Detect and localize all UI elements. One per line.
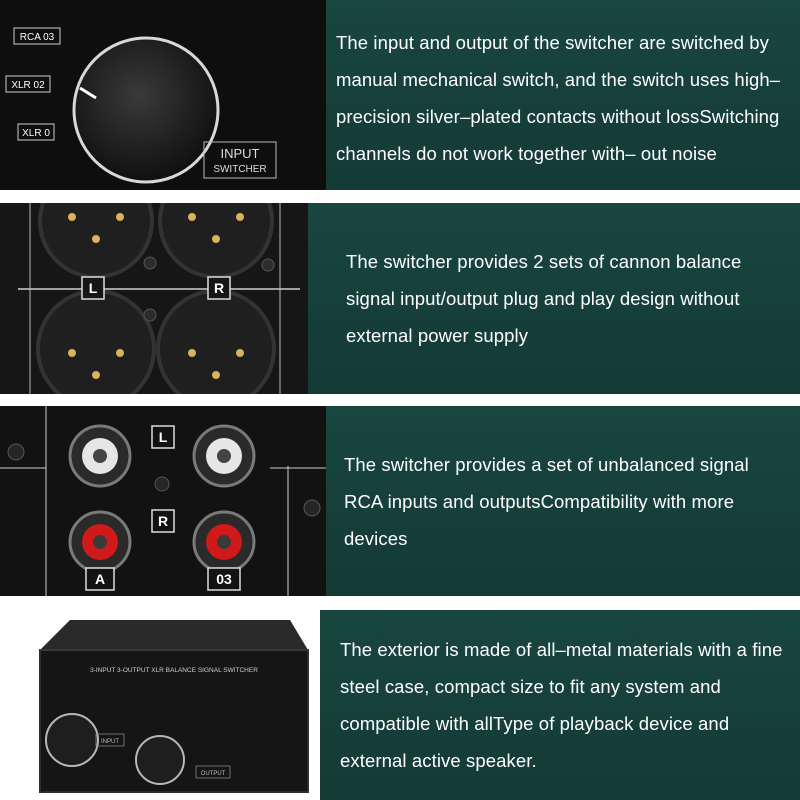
channel-right-label: R (213, 280, 225, 296)
knob-photo (0, 0, 326, 190)
feature-row-xlr (0, 203, 800, 394)
feature-row-switch (0, 0, 800, 190)
label-xlr01: XLR 0 (22, 128, 50, 139)
feature-row-exterior (0, 610, 800, 800)
device-photo (0, 610, 320, 800)
panel-input-label: INPUT (220, 146, 260, 161)
device-title-label: 3-INPUT 3-OUTPUT XLR BALANCE SIGNAL SWITCHER (90, 667, 258, 674)
output-03-label: 03 (216, 571, 232, 587)
feature-row-rca (0, 406, 800, 596)
channel-left-label: L (88, 280, 98, 296)
description-text: The exterior is made of all–metal materials with a fine steel case, compact size to fit any system and compatible with allType of playback device and external active speaker. (340, 639, 783, 771)
rca-right-label: R (157, 513, 169, 529)
device-input-label: INPUT (101, 739, 119, 745)
description-text: The input and output of the switcher are switched by manual mechanical switch, and the switch uses high–precision silver–plated contacts without lossSwitching channels do not work together with– out noise (336, 32, 781, 164)
description-panel (308, 203, 800, 394)
description-panel (326, 406, 800, 596)
input-a-label: A (94, 571, 106, 587)
rca-left-label: L (158, 429, 168, 445)
description-panel (320, 610, 800, 800)
label-rca03: RCA 03 (19, 32, 55, 43)
rca-connector-photo (0, 406, 326, 596)
device-output-label: OUTPUT (200, 771, 226, 777)
label-xlr02: XLR 02 (11, 80, 45, 91)
description-text: The switcher provides 2 sets of cannon balance signal input/output plug and play design without external power supply (346, 251, 742, 346)
description-text: The switcher provides a set of unbalanced signal RCA inputs and outputsCompatibility with more devices (344, 453, 749, 549)
description-panel (326, 0, 800, 190)
xlr-connector-photo (0, 203, 308, 394)
panel-switcher-label: SWITCHER (213, 164, 267, 175)
